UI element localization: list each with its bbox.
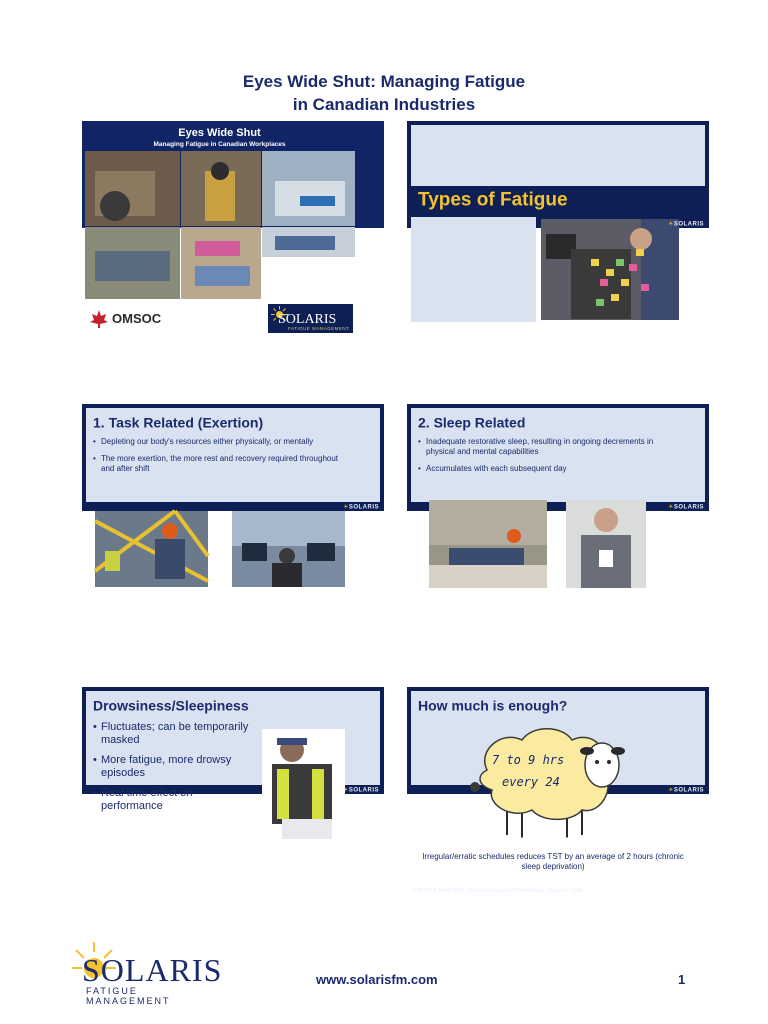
slide-2: [407, 121, 709, 228]
omsoc-logo: [85, 304, 174, 333]
slide5-photo-tired-worker: [262, 729, 345, 852]
slide1-solaris-tagline: FATIGUE MANAGEMENT: [288, 326, 350, 331]
slide3-title: 1. Task Related (Exertion): [93, 415, 264, 431]
slide6-source: NSF 2010; AASM 2010; Work-Life Balance of Shift Workers, Stats Can 2008: [413, 888, 583, 894]
footer-logo-text: SOLARIS: [82, 952, 223, 988]
slide4-photo-coffee-man: [566, 500, 646, 588]
slide2-mini-logo: ☀SOLARIS: [667, 220, 704, 227]
slide6-title: How much is enough?: [418, 698, 568, 714]
slide6-mini-logo: ☀SOLARIS: [667, 786, 704, 793]
slide1-solaris-text: SOLARIS: [278, 311, 337, 327]
slide1-presenter-role2: Human Factors Professional: [270, 293, 338, 299]
document-title-line1: Eyes Wide Shut: Managing Fatigue: [242, 72, 526, 91]
slide5-bullet-1: • Fluctuates; can be temporarily masked: [93, 720, 251, 746]
page-number: 1: [678, 972, 686, 987]
slide3-photo-control-room: [232, 511, 345, 587]
slide3-bullet-2: • The more exertion, the more rest and recovery required throughout and after shift: [93, 454, 353, 474]
omsoc-logo-text: OMSOC: [112, 311, 162, 326]
slide3-photo-worker: [95, 511, 208, 587]
slide1-presenter-role1: President &: [270, 287, 298, 293]
slide4-mini-logo: ☀SOLARIS: [667, 503, 704, 510]
slide5-mini-logo: ☀SOLARIS: [342, 786, 379, 793]
slide-3: [82, 404, 384, 511]
footer-logo-tagline: FATIGUE MANAGEMENT: [86, 986, 171, 1006]
document-title: [0, 70, 768, 116]
slide3-bullets: [93, 437, 353, 481]
slide5-title: Drowsiness/Sleepiness: [93, 698, 249, 714]
slide2-photo-sticky-notes: [541, 219, 679, 320]
slide6-caption: Irregular/erratic schedules reduces TST by an average of 2 hours (chronic sleep deprivation): [422, 852, 684, 871]
slide5-bullet-3: • Real time effect on performance: [93, 786, 251, 812]
slide1-subtitle: Managing Fatigue in Canadian Workplaces: [153, 140, 286, 148]
document-title-line2: in Canadian Industries: [292, 95, 476, 114]
slide4-bullet-2: • Accumulates with each subsequent day: [418, 464, 678, 474]
slide1-solaris-logo: [268, 304, 353, 333]
slide3-mini-logo: ☀SOLARIS: [342, 503, 379, 510]
footer-url[interactable]: www.solarisfm.com: [316, 972, 438, 987]
slide3-bullet-1: • Depleting our body's resources either physically, or mentally: [93, 437, 353, 447]
maple-leaf-icon: [89, 309, 109, 329]
slide-4: [407, 404, 709, 511]
slide4-bullets: [418, 437, 678, 481]
slide5-bullet-2: • More fatigue, more drowsy episodes: [93, 753, 251, 779]
slide-1: [82, 121, 384, 331]
slide1-presenter-name: Mike Harnett: [270, 276, 319, 285]
footer-solaris-logo: [64, 938, 224, 1006]
slide-5: [82, 687, 384, 812]
slide-6: [407, 687, 709, 894]
slide4-title: 2. Sleep Related: [418, 415, 526, 431]
slide4-photo-sleeping-worker: [429, 500, 547, 588]
slide2-title: Types of Fatigue: [418, 189, 568, 210]
slide4-bullet-1: • Inadequate restorative sleep, resulting in ongoing decrements in physical and mental capabilities: [418, 437, 678, 457]
sheep-text-line1: 7 to 9 hrs: [492, 753, 565, 767]
sheep-text-line2: every 24: [502, 775, 560, 789]
slide1-title: Eyes Wide Shut: [178, 126, 261, 139]
